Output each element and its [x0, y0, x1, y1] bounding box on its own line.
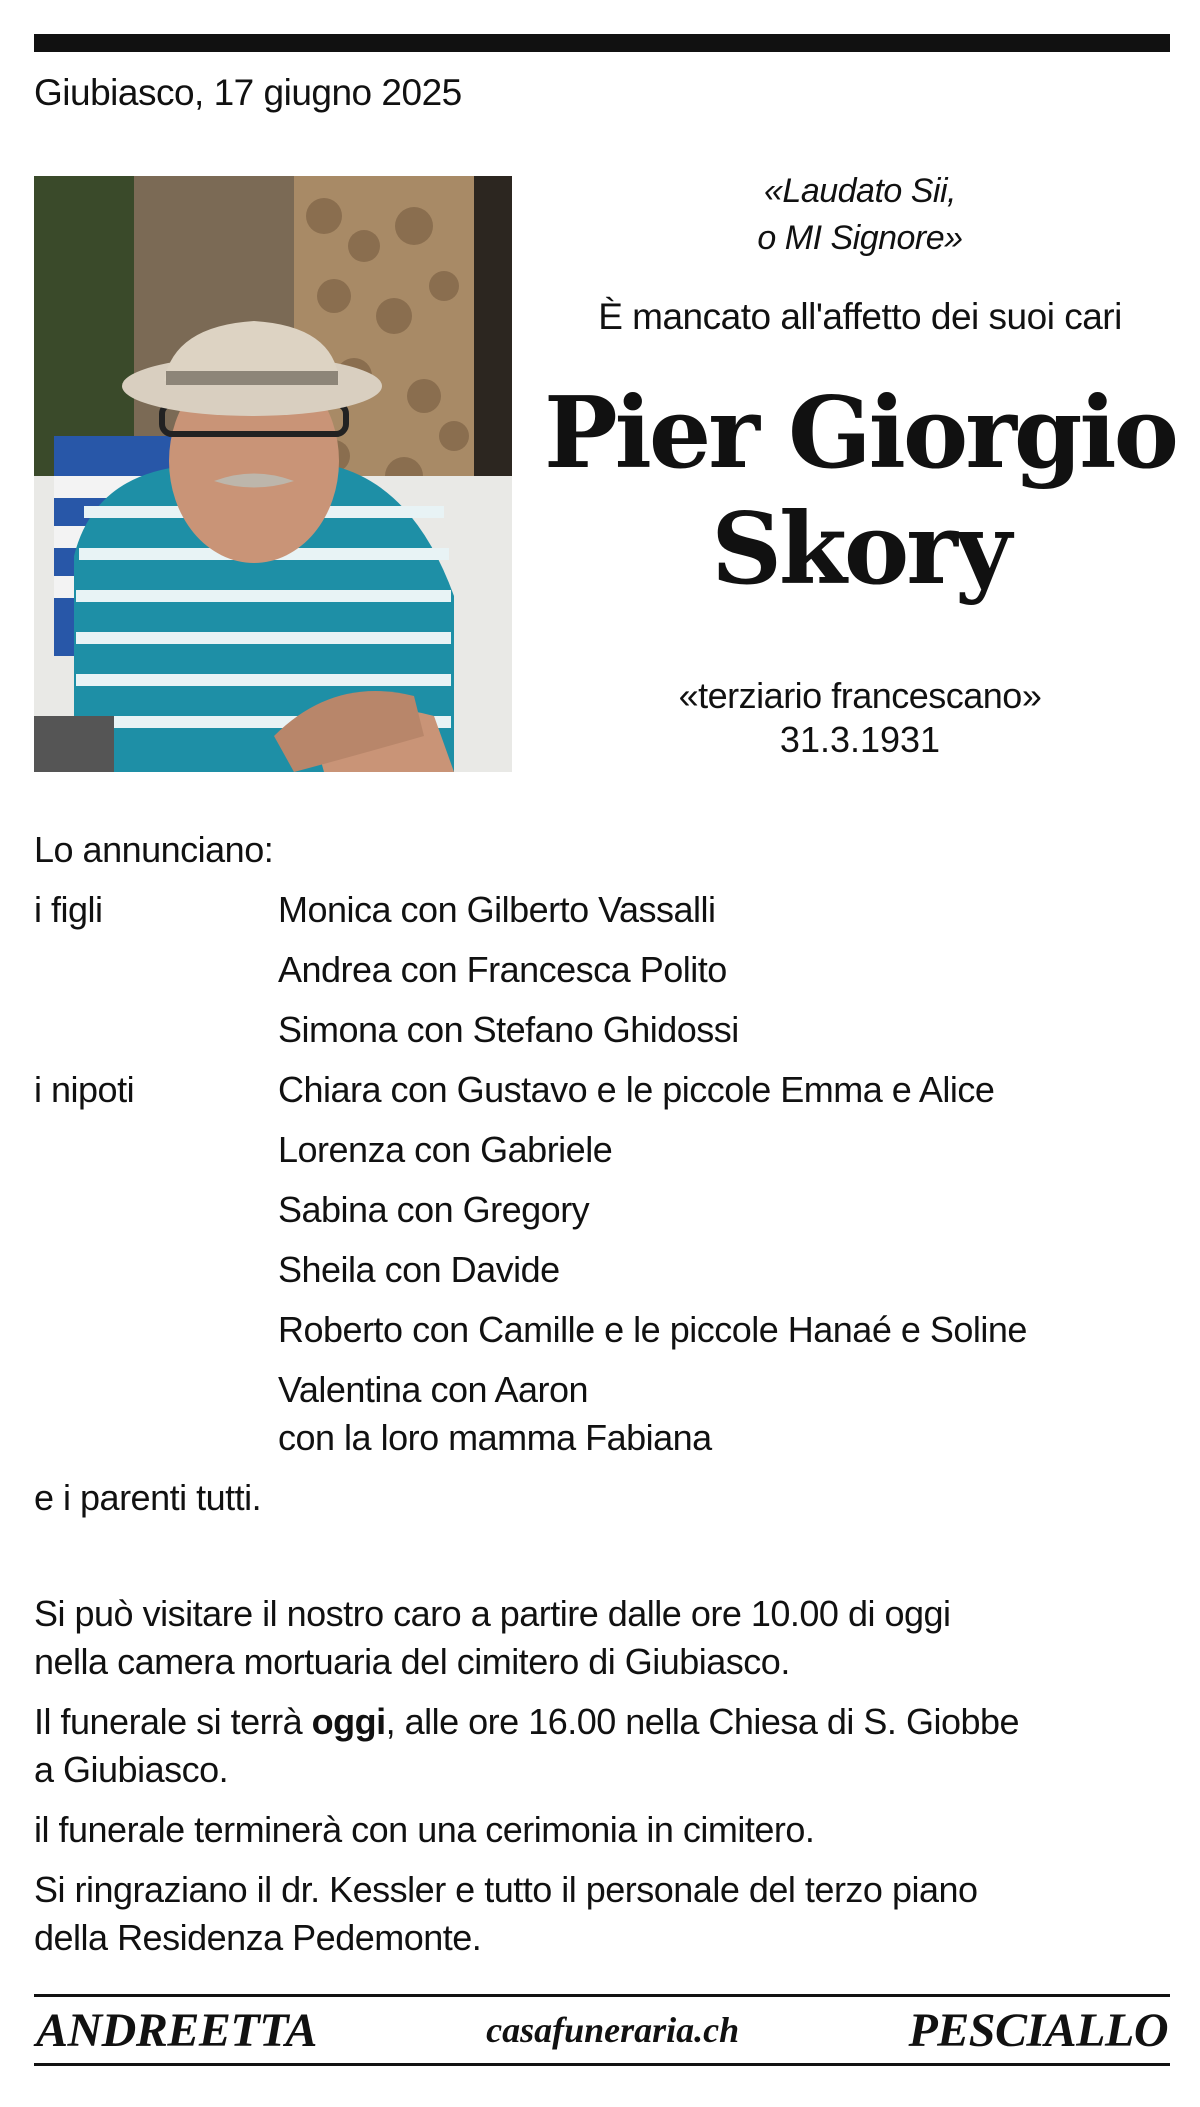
relation-label	[34, 946, 278, 994]
top-rule	[34, 34, 1170, 52]
family-row	[34, 1066, 1174, 1114]
family-list	[34, 826, 1174, 1522]
epithet: «terziario francescano»	[678, 675, 1042, 716]
relation-label	[34, 1366, 278, 1462]
announcement-header	[540, 168, 1180, 762]
birth-date: 31.3.1931	[779, 719, 941, 760]
funeral-line-2: a Giubiasco.	[34, 1749, 229, 1790]
thanks-line-1: Si ringraziano il dr. Kessler e tutto il personale del terzo piano	[34, 1869, 978, 1910]
family-member: Sheila con Davide	[278, 1249, 560, 1290]
visit-notice	[34, 1590, 1174, 1686]
ceremony-notice: il funerale terminerà con una cerimonia in cimitero.	[34, 1809, 815, 1850]
family-heading: Lo annunciano:	[34, 829, 274, 870]
family-row	[34, 1306, 1174, 1354]
name-line-1: Pier Giorgio	[543, 376, 1177, 491]
family-row	[34, 1186, 1174, 1234]
funeral-text-post: , alle ore 16.00 nella Chiesa di S. Giobbe	[385, 1701, 1020, 1742]
relation-label: i figli	[34, 889, 103, 930]
family-row	[34, 1366, 1174, 1462]
footer-bar	[34, 1994, 1170, 2066]
intro-text: È mancato all'affetto dei suoi cari	[598, 296, 1122, 337]
date-line: Giubiasco, 17 giugno 2025	[34, 72, 462, 113]
family-row	[34, 1246, 1174, 1294]
quote-line-1: «Laudato Sii,	[764, 172, 956, 210]
family-member: Lorenza con Gabriele	[278, 1129, 613, 1170]
family-member: Sabina con Gregory	[278, 1189, 590, 1230]
website-link[interactable]: casafuneraria.ch	[486, 2010, 740, 2050]
relation-label: i nipoti	[34, 1069, 135, 1110]
visit-line-2: nella camera mortuaria del cimitero di Giubiasco.	[34, 1641, 790, 1682]
family-row	[34, 886, 1174, 934]
relation-label	[34, 1306, 278, 1354]
quote-line-2: o MI Signore»	[757, 219, 963, 257]
family-closing: e i parenti tutti.	[34, 1477, 262, 1518]
visit-line-1: Si può visitare il nostro caro a partire dalle ore 10.00 di oggi	[34, 1593, 951, 1634]
family-row	[34, 946, 1174, 994]
family-member	[278, 1366, 1174, 1462]
funeral-notices	[34, 1590, 1174, 1974]
funeral-text-pre: Il funerale si terrà	[34, 1701, 312, 1742]
family-row	[34, 1126, 1174, 1174]
family-row	[34, 1006, 1174, 1054]
relation-label	[34, 1006, 278, 1054]
family-member: Simona con Stefano Ghidossi	[278, 1009, 739, 1050]
funeral-notice	[34, 1698, 1174, 1794]
relation-label	[34, 1126, 278, 1174]
portrait-illustration	[34, 176, 512, 772]
family-member-line: con la loro mamma Fabiana	[278, 1417, 712, 1458]
brand-andreetta: ANDREETTA	[36, 2003, 317, 2057]
family-member: Andrea con Francesca Polito	[278, 949, 727, 990]
portrait-photo	[34, 176, 512, 772]
family-member: Chiara con Gustavo e le piccole Emma e Alice	[278, 1069, 995, 1110]
thanks-notice	[34, 1866, 1174, 1962]
brand-pesciallo: PESCIALLO	[908, 2003, 1168, 2057]
name-line-2: Skory	[711, 492, 1009, 607]
family-member-line: Valentina con Aaron	[278, 1369, 589, 1410]
deceased-name	[540, 376, 1180, 608]
funeral-day: oggi	[311, 1701, 386, 1742]
family-member: Monica con Gilberto Vassalli	[278, 889, 716, 930]
relation-label	[34, 1186, 278, 1234]
thanks-line-2: della Residenza Pedemonte.	[34, 1917, 482, 1958]
relation-label	[34, 1246, 278, 1294]
family-member: Roberto con Camille e le piccole Hanaé e Soline	[278, 1309, 1027, 1350]
